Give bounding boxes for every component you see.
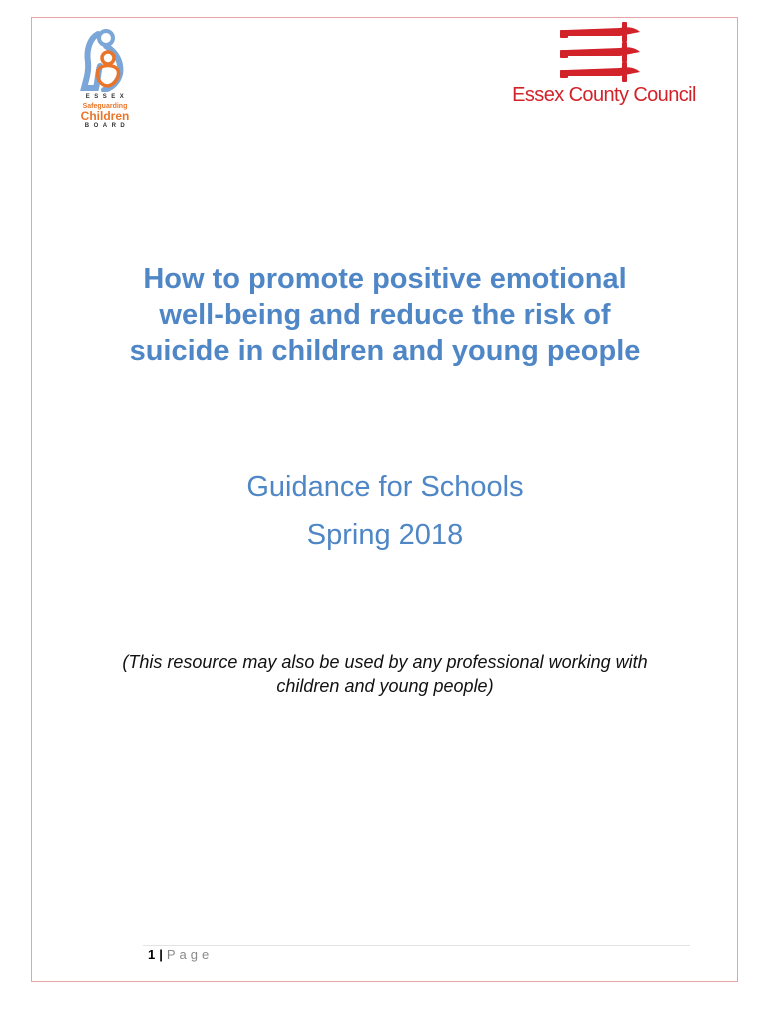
footer-separator: | bbox=[159, 947, 163, 962]
document-note: (This resource may also be used by any professional working with children and young people) bbox=[122, 652, 648, 696]
escb-board-text: BOARD bbox=[84, 123, 130, 129]
document-title: How to promote positive emotional well-being and reduce the risk of suicide in children and young people bbox=[129, 263, 641, 367]
mother-child-icon bbox=[76, 28, 134, 92]
escb-children-text: Children bbox=[80, 109, 130, 123]
escb-safeguarding-text: Safeguarding bbox=[82, 103, 128, 110]
ecc-name: Essex County Council bbox=[512, 84, 696, 106]
document-date: Spring 2018 bbox=[306, 519, 464, 551]
page-word: Page bbox=[166, 947, 214, 962]
ecc-logo bbox=[500, 20, 710, 115]
page-footer bbox=[148, 947, 213, 962]
escb-essex-text: ESSEX bbox=[85, 94, 129, 100]
escb-logo bbox=[70, 28, 140, 143]
seaxes-crest-icon bbox=[558, 20, 648, 86]
document-subtitle: Guidance for Schools bbox=[246, 471, 524, 503]
page-number: 1 bbox=[148, 947, 156, 962]
footer-rule bbox=[143, 945, 690, 946]
